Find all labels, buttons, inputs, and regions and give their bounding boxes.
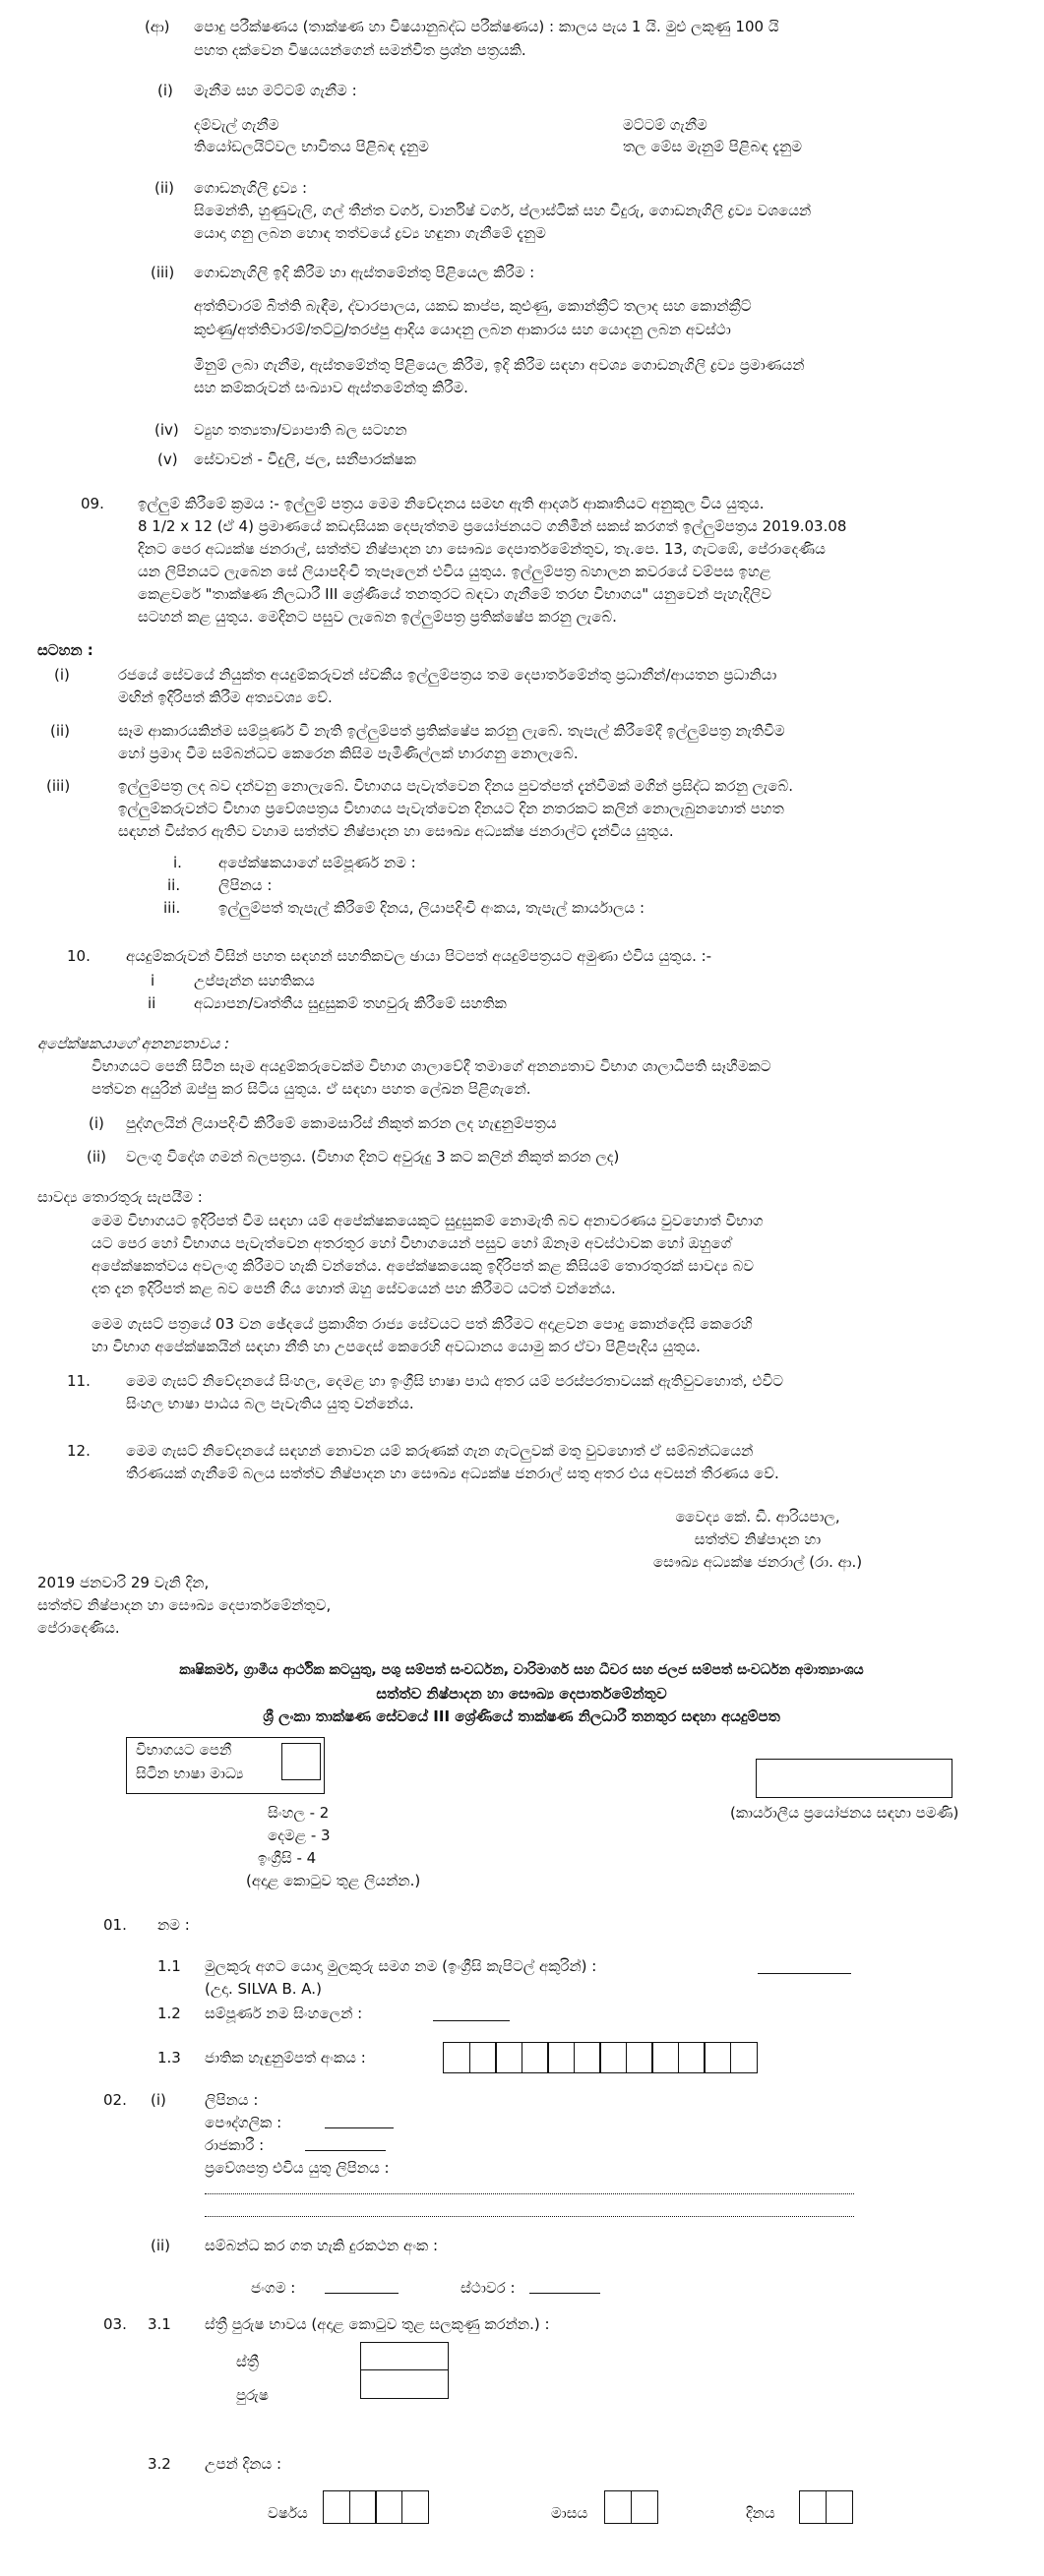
note-sub-label: i. bbox=[173, 854, 182, 871]
note-iii-text: ඉල්ලුම්පත්‍ර ලද බව දන්වනු නොලැබේ. විභාගය පැවැත්වෙන දිනය පුවත්පත් දැන්වීමක් මගින් ප්‍රසිද්ධ කරනු ලැබේ. bbox=[118, 777, 794, 795]
q02-ii-label: (ii) bbox=[151, 2237, 171, 2254]
nic-number-boxes[interactable] bbox=[443, 2042, 756, 2073]
nic-digit-box[interactable] bbox=[574, 2042, 601, 2073]
section-11-number: 11. bbox=[67, 1372, 91, 1390]
language-note: (අදාළ කොටුව තුළ ලියන්න.) bbox=[246, 1872, 421, 1889]
section-09-number: 09. bbox=[81, 495, 104, 512]
location-line: පේරාදෙණිය. bbox=[37, 1619, 120, 1637]
year-digit-box[interactable] bbox=[375, 2490, 402, 2524]
false-info-line: අපේක්ෂකත්වය අවලංගු කිරීමට හැකි වන්නේය. අපේක්ෂකයෙකු ඉදිරිපත් කළ කිසියම් තොරතුරක් සාවද්‍ය බව bbox=[92, 1257, 755, 1275]
note-sub-label: iii. bbox=[163, 899, 181, 917]
item-ii-desc-1: සිමෙන්ති, හුණුවැලි, ගල් තීන්ත වර්ග, වාර්නිෂ් වර්ග, ප්ලාස්ටික් සහ වීදුරු, ගොඩනැගිලි ද්‍රව්‍ය වශයෙන් bbox=[194, 202, 812, 219]
month-digit-box[interactable] bbox=[631, 2490, 658, 2524]
note-heading: සටහන : bbox=[37, 641, 93, 659]
q12-number: 1.2 bbox=[157, 2005, 181, 2022]
female-label: ස්ත්‍රී bbox=[236, 2353, 259, 2370]
phone-fixed-field[interactable] bbox=[529, 2293, 600, 2294]
note-i-label: (i) bbox=[54, 666, 70, 684]
note-ii-label: (ii) bbox=[50, 722, 71, 740]
section-09-line: සටහන් කළ යුතුය. මෙදිනට පසුව ලැබෙන ඉල්ලුම්පත්‍ර ප්‍රතික්ෂේප කරනු ලැබේ. bbox=[138, 608, 617, 626]
nic-digit-box[interactable] bbox=[626, 2042, 653, 2073]
address-label: ලිපිනය : bbox=[205, 2091, 259, 2109]
year-digit-box[interactable] bbox=[401, 2490, 429, 2524]
item-v-text: සේවාවන් - විදුලි, ජල, සනීපාරක්ෂක bbox=[194, 450, 416, 468]
month-digit-box[interactable] bbox=[604, 2490, 632, 2524]
nic-digit-box[interactable] bbox=[678, 2042, 706, 2073]
dob-day-label: දිනය bbox=[746, 2504, 775, 2522]
item-iii-text: ගොඩනැගිලි ඉදි කිරීම හා ඇස්තමේන්තු පිළියෙල කිරීම : bbox=[194, 264, 535, 281]
language-option: සිංහල - 2 bbox=[268, 1804, 330, 1822]
nic-digit-box[interactable] bbox=[443, 2042, 470, 2073]
male-label: පුරුෂ bbox=[236, 2386, 269, 2404]
note-sub-text: ඉල්ලුම්පත් තැපැල් කිරීමේ දිනය, ලියාපදිංචි අංකය, තැපැල් කාර්යාලය : bbox=[218, 899, 645, 917]
identity-i-label: (i) bbox=[89, 1114, 104, 1132]
note-i-text-2: මඟින් ඉදිරිපත් කිරීම අත්‍යවශ්‍ය වේ. bbox=[118, 689, 333, 706]
section-10-sub-label: ii bbox=[148, 994, 156, 1012]
q32-number: 3.2 bbox=[148, 2455, 171, 2473]
item-i-left-1: දම්වැල් ගැනීම bbox=[194, 116, 279, 134]
false-info-line: දත දැන ඉදිරිපත් කළ බව පෙනී ගිය හොත් ඔහු සේවයෙන් පහ කිරීමට යටත් වන්නේය. bbox=[92, 1280, 616, 1297]
note-sub-text: අපේක්ෂකයාගේ සම්පූර්ණ නම : bbox=[218, 854, 416, 871]
form-title-department: සත්ත්ව නිෂ්පාදන හා සෞඛ්‍ය දෙපාර්තමේන්තුව bbox=[376, 1685, 667, 1703]
note-ii-text: සෑම ආකාරයකින්ම සම්පූර්ණ වී නැති ඉල්ලුම්පත් ප්‍රතික්ෂේප කරනු ලැබේ. තැපැල් කිරීමේදී ඉල්ලුම්පත්‍ර නැතිවීම bbox=[118, 722, 785, 740]
signature-title-2: සෞඛ්‍ය අධ්‍යක්ෂ ජනරාල් (රා. ආ.) bbox=[652, 1553, 863, 1571]
nic-digit-box[interactable] bbox=[469, 2042, 497, 2073]
phone-mobile-field[interactable] bbox=[325, 2293, 399, 2294]
section-a-text: පොදු පරීක්ෂණය (තාක්ෂණ හා විෂයානුබද්ධ පරීක්ෂණය) : කාලය පැය 1 යි. මුළු ලකුණු 100 යි bbox=[194, 18, 779, 35]
identity-para-2: පත්වන අයුරින් ඔප්පු කර සිටිය යුතුය. ඒ සඳහා පහත ලේඛන පිළිගැනේ. bbox=[92, 1080, 531, 1098]
q32-text: උපන් දිනය : bbox=[205, 2455, 281, 2473]
q11-text: මුලකුරු අගට යොදා මුලකුරු සමග නම (ඉංග්‍රීසි කැපිටල් අකුරින්) : bbox=[205, 1957, 597, 1975]
item-i-left-2: තියෝඩලයිට්වල භාවිතය පිළිබඳ දැනුම bbox=[194, 138, 429, 155]
initials-name-field[interactable] bbox=[758, 1973, 851, 1974]
language-option: ඉංග්‍රීසි - 4 bbox=[258, 1849, 317, 1867]
false-info-line: මෙම විභාගයට ඉදිරිපත් වීම සඳහා යම් අපේක්ෂකයෙකුට සුදුසුකම් නොමැති බව අනාවරණය වුවහොත් විභාග bbox=[92, 1212, 764, 1229]
note-iii-text-3: සඳහන් විස්තර ඇතිව වහාම සත්ත්ව නිෂ්පාදන හා සෞඛ්‍ය අධ්‍යක්ෂ ජනරාල්ට දැන්විය යුතුය. bbox=[118, 822, 674, 840]
address-personal-label: පෞද්ගලික : bbox=[205, 2114, 282, 2131]
language-medium-label: විභාගයට පෙනී bbox=[136, 1741, 232, 1759]
phone-fixed-label: ස්ථාවර : bbox=[461, 2279, 516, 2297]
false-info-line: යට පෙර හෝ විභාගය පැවැත්වෙන අතරතුර හෝ විභාගයෙන් පසුව හෝ ඕනෑම අවස්ථාවක හෝ ඔහුගේ bbox=[92, 1234, 732, 1252]
section-10-sub-label: i bbox=[151, 972, 155, 989]
section-12-line: මෙම ගැසට් නිවේදනයේ සඳහන් නොවන යම් කරුණක් ගැන ගැටලුවක් මතු වුවහොත් ඒ සම්බන්ධයෙන් bbox=[126, 1442, 754, 1460]
male-checkbox[interactable] bbox=[360, 2369, 449, 2399]
item-iii-desc-3: මිනුම් ලබා ගැනීම, ඇස්තමේන්තු පිළියෙල කිරීම, ඉදි කිරීම සඳහා අවශ්‍ය ගොඩනැගිලි ද්‍රව්‍ය ප්‍රමාණයන් bbox=[194, 356, 805, 374]
q02-number: 02. bbox=[103, 2091, 127, 2109]
nic-digit-box[interactable] bbox=[522, 2042, 549, 2073]
nic-digit-box[interactable] bbox=[704, 2042, 731, 2073]
false-info-heading: සාවද්‍ය තොරතුරු සැපයීම : bbox=[37, 1188, 203, 1206]
section-12-number: 12. bbox=[67, 1442, 91, 1460]
section-a-label: (ආ) bbox=[145, 18, 170, 35]
female-checkbox[interactable] bbox=[360, 2342, 449, 2371]
false-info-line: හා විභාග අපේක්ෂකයින් සඳහා නීති හා උපදෙස් කෙරෙහි අවධානය යොමු කර ඒවා පිළිපැදිය යුතුය. bbox=[92, 1338, 701, 1355]
section-10-sub-text: උප්පැන්න සහතිකය bbox=[194, 972, 315, 989]
admission-address-line[interactable] bbox=[205, 2193, 854, 2194]
address-official-label: රාජකාරී : bbox=[205, 2136, 265, 2154]
section-11-line: සිංහල භාෂා පාඨය බල පැවැතිය යුතු වන්නේය. bbox=[126, 1395, 414, 1412]
false-info-line: මෙම ගැසට් පත්‍රයේ 03 වන ඡේදයේ ප්‍රකාශිත රාජ්‍ය සේවයට පත් කිරීමට අදාළවන පොදු කොන්දේසි කෙරෙහි bbox=[92, 1315, 753, 1333]
item-ii-desc-2: යොදා ගනු ලබන හොඳ තත්වයේ ද්‍රව්‍ය හඳුනා ගැනීමේ දැනුම bbox=[194, 224, 546, 242]
q11-number: 1.1 bbox=[157, 1957, 181, 1975]
note-sub-text: ලිපිනය : bbox=[218, 876, 273, 894]
dob-year-label: වර්ෂය bbox=[268, 2504, 308, 2522]
year-digit-box[interactable] bbox=[323, 2490, 350, 2524]
date-line: 2019 ජනවාරි 29 වැනි දින, bbox=[37, 1574, 210, 1591]
section-10-sub-text: අධ්‍යාපන/වෘත්තීය සුදුසුකම් තහවුරු කිරීමේ සහතික bbox=[194, 994, 507, 1012]
identity-ii-label: (ii) bbox=[87, 1148, 107, 1166]
section-10-text: අයදුම්කරුවන් විසින් පහත සඳහන් සහතිකවල ඡායා පිටපත් අයදුම්පත්‍රයට අමුණා එවිය යුතුය. :- bbox=[126, 947, 712, 965]
q31-number: 3.1 bbox=[148, 2315, 171, 2333]
year-digit-box[interactable] bbox=[349, 2490, 377, 2524]
item-i-text: මැනීම සහ මට්ටම් ගැනීම : bbox=[194, 82, 357, 99]
language-option: දෙමළ - 3 bbox=[268, 1827, 331, 1844]
name-label: නම : bbox=[157, 1916, 190, 1934]
day-digit-box[interactable] bbox=[826, 2490, 853, 2524]
full-name-field[interactable] bbox=[433, 2020, 510, 2021]
section-a-text-2: පහත දක්වෙන විෂයයන්ගෙන් සමන්විත ප්‍රශ්න පත්‍රයකි. bbox=[194, 41, 526, 59]
form-title-post: ශ්‍රී ලංකා තාක්ෂණ සේවයේ III ශ්‍රේණියේ තාක්ෂණ නිලධාරී තනතුර සඳහා අයදුම්පත bbox=[263, 1707, 780, 1725]
signature-name: වෛද්‍ය කේ. ඩී. ආරියපාල, bbox=[675, 1508, 840, 1526]
q01-number: 01. bbox=[103, 1916, 127, 1934]
dob-month-boxes[interactable] bbox=[604, 2490, 656, 2524]
office-use-label: (කාර්යාලීය ප්‍රයෝජනය සඳහා පමණි) bbox=[730, 1804, 959, 1822]
item-iv-text: ව්‍යුහ තත්‍යතා/ව්‍යාපාති බල සටහන bbox=[194, 421, 407, 439]
address-personal-field[interactable] bbox=[325, 2127, 394, 2128]
identity-heading: අපේක්ෂකයාගේ අනන්‍යතාවය : bbox=[37, 1035, 230, 1052]
q13-number: 1.3 bbox=[157, 2049, 181, 2067]
dob-day-boxes[interactable] bbox=[799, 2490, 851, 2524]
note-iii-text-2: ඉල්ලුම්කරුවන්ට විභාග ප්‍රවේශපත්‍රය විභාගය පැවැත්වෙන දිනයට දින නතරකට කලින් නොලැබුනහොත් පහත bbox=[118, 800, 784, 817]
item-i-right-2: තල මේස මැනුම් පිළිබඳ දැනුම bbox=[623, 138, 803, 155]
item-i-label: (i) bbox=[157, 82, 173, 99]
note-sub-label: ii. bbox=[167, 876, 181, 894]
nic-digit-box[interactable] bbox=[547, 2042, 575, 2073]
q31-text: ස්ත්‍රී පුරුෂ භාවය (අදාළ කොටුව තුළ සලකුණු කරන්න.) : bbox=[205, 2315, 550, 2333]
note-iii-label: (iii) bbox=[46, 777, 71, 795]
admission-address-line[interactable] bbox=[205, 2216, 854, 2217]
nic-digit-box[interactable] bbox=[730, 2042, 758, 2073]
item-iii-desc-2: කුළුණු/අත්තිවාරම්/තට්ටු/තරප්පු ආදිය යොදනු ලබන ආකාරය සහ යොදනු ලබන අවස්ථා bbox=[194, 321, 731, 338]
dob-month-label: මාසය bbox=[551, 2504, 588, 2522]
item-iii-desc-4: සහ කම්කරුවන් සංඛ්‍යාව ඇස්තමේන්තු කිරීම. bbox=[194, 379, 468, 396]
admission-address-label: ප්‍රවේශපත්‍ර එවිය යුතු ලිපිනය : bbox=[205, 2159, 390, 2177]
section-09-line: යන ලිපිනයට ලැබෙන සේ ලියාපදිංචි තැපෑලෙන් එවිය යුතුය. ඉල්ලුම්පත්‍ර බහාලන කවරයේ වම්පස ඉහළ bbox=[138, 563, 771, 580]
note-i-text: රජයේ සේවයේ නියුක්ත අයදුම්කරුවන් ස්වකීය ඉල්ලුම්පත්‍රය තම දෙපාර්තමේන්තු ප්‍රධානීන්/ආයතන ප්‍රධානියා bbox=[118, 666, 777, 684]
address-official-field[interactable] bbox=[305, 2150, 386, 2151]
item-i-right-1: මට්ටම් ගැනීම bbox=[623, 116, 707, 134]
nic-digit-box[interactable] bbox=[599, 2042, 627, 2073]
signature-title-1: සත්ත්ව නිෂ්පාදන හා bbox=[694, 1530, 822, 1548]
item-iii-desc-1: අත්තිවාරම් බිත්ති බැඳීම, ද්වාරපාලය, යකඩ කාප්ප, කුළුණු, කොන්ක්‍රීට් තලාද සහ කොන්ක්‍රීට් bbox=[194, 297, 752, 315]
q02-i-label: (i) bbox=[151, 2091, 166, 2109]
section-09-line: කෙළවරේ "තාක්ෂණ නිලධාරී III ශ්‍රේණියේ තනතුරට බඳවා ගැනීමේ තරඟ විභාගය" යනුවෙන් පැහැදිලිව bbox=[138, 585, 772, 603]
identity-para-1: විභාගයට පෙනී සිටින සෑම අයදුම්කරුවෙක්ම විභාග ශාලාවේදී තමාගේ අනන්‍යතාව විභාග ශාලාධිපති සෑහීමකට bbox=[92, 1057, 771, 1075]
office-use-box[interactable] bbox=[756, 1759, 952, 1798]
section-11-line: මෙම ගැසට් නිවේදනයේ සිංහල, දෙමළ හා ඉංග්‍රීසි භාෂා පාඨ අතර යම් පරස්පරතාවයක් ඇතිවුවහොත්, එවිට bbox=[126, 1372, 784, 1390]
q03-number: 03. bbox=[103, 2315, 127, 2333]
section-09-line: ඉල්ලුම් කිරීමේ ක්‍රමය :- ඉල්ලුම් පත්‍රය මෙම නිවේදනය සමඟ ඇති ආදර්ශ ආකෘතියට අනුකූල විය යුතුය. bbox=[138, 495, 765, 512]
item-v-label: (v) bbox=[157, 450, 178, 468]
identity-i-text: පුද්ගලයින් ලියාපදිංචි කිරීමේ කොමසාරිස් නිකුත් කරන ලද හැඳුනුම්පත්‍රය bbox=[126, 1114, 557, 1132]
section-09-line: 8 1/2 x 12 (ඒ 4) ප්‍රමාණයේ කඩදාසියක දෙපැත්තම ප්‍රයෝජනයට ගනිමින් සකස් කරගත් ඉල්ලුම්පත්‍රය 2019.03.08 bbox=[138, 517, 847, 535]
dob-year-boxes[interactable] bbox=[323, 2490, 427, 2524]
language-medium-input[interactable] bbox=[281, 1743, 321, 1780]
department-line: සත්ත්ව නිෂ්පාදන හා සෞඛ්‍ය දෙපාර්තමේන්තුව, bbox=[37, 1596, 332, 1614]
section-09-line: දිනට පෙර අධ්‍යක්ෂ ජනරාල්, සත්ත්ව නිෂ්පාදන හා සෞඛ්‍ය දෙපාර්තමේන්තුව, තැ.පෙ. 13, ගැටඹේ, පේරාදෙණිය bbox=[138, 540, 826, 558]
item-iv-label: (iv) bbox=[154, 421, 179, 439]
item-ii-label: (ii) bbox=[154, 179, 175, 197]
item-iii-label: (iii) bbox=[151, 264, 175, 281]
note-ii-text-2: හෝ ප්‍රමාද වීම සම්බන්ධව කෙරෙන කිසිම පැමිණිල්ලක් භාරගනු නොලැබේ. bbox=[118, 745, 579, 762]
form-title-ministry: කෘෂිකර්ම, ග්‍රාමීය ආර්ථික කටයුතු, පශු සම්පත් සංවර්ධන, වාරිමාර්ග සහ ධීවර සහ ජලජ සම්පත් සංවර්ධන අමාත්‍යාංශය bbox=[179, 1662, 864, 1678]
phone-label: සම්බන්ධ කර ගත හැකි දුරකථන අංක : bbox=[205, 2237, 439, 2254]
identity-ii-text: වලංගු විදේශ ගමන් බලපත්‍රය. (විභාග දිනට අවුරුදු 3 කට කලින් නිකුත් කරන ලද) bbox=[126, 1148, 620, 1166]
section-12-line: තීරණයක් ගැනීමේ බලය සත්ත්ව නිෂ්පාදන හා සෞඛ්‍ය අධ්‍යක්ෂ ජනරාල් සතු අතර එය අවසන් තීරණය වේ. bbox=[126, 1465, 779, 1482]
nic-digit-box[interactable] bbox=[651, 2042, 679, 2073]
q11-example: (උදා. SILVA B. A.) bbox=[205, 1980, 322, 1998]
nic-digit-box[interactable] bbox=[495, 2042, 522, 2073]
section-10-number: 10. bbox=[67, 947, 91, 965]
day-digit-box[interactable] bbox=[799, 2490, 827, 2524]
language-medium-label-2: සිටින භාෂා මාධ්‍ය bbox=[136, 1765, 244, 1782]
phone-mobile-label: ජංගම : bbox=[251, 2279, 296, 2297]
q13-text: ජාතික හැඳුනුම්පත් අංකය : bbox=[205, 2049, 366, 2067]
item-ii-text: ගොඩනැගිලි ද්‍රව්‍ය : bbox=[194, 179, 308, 197]
q12-text: සම්පූර්ණ නම සිංහලෙන් : bbox=[205, 2005, 363, 2022]
